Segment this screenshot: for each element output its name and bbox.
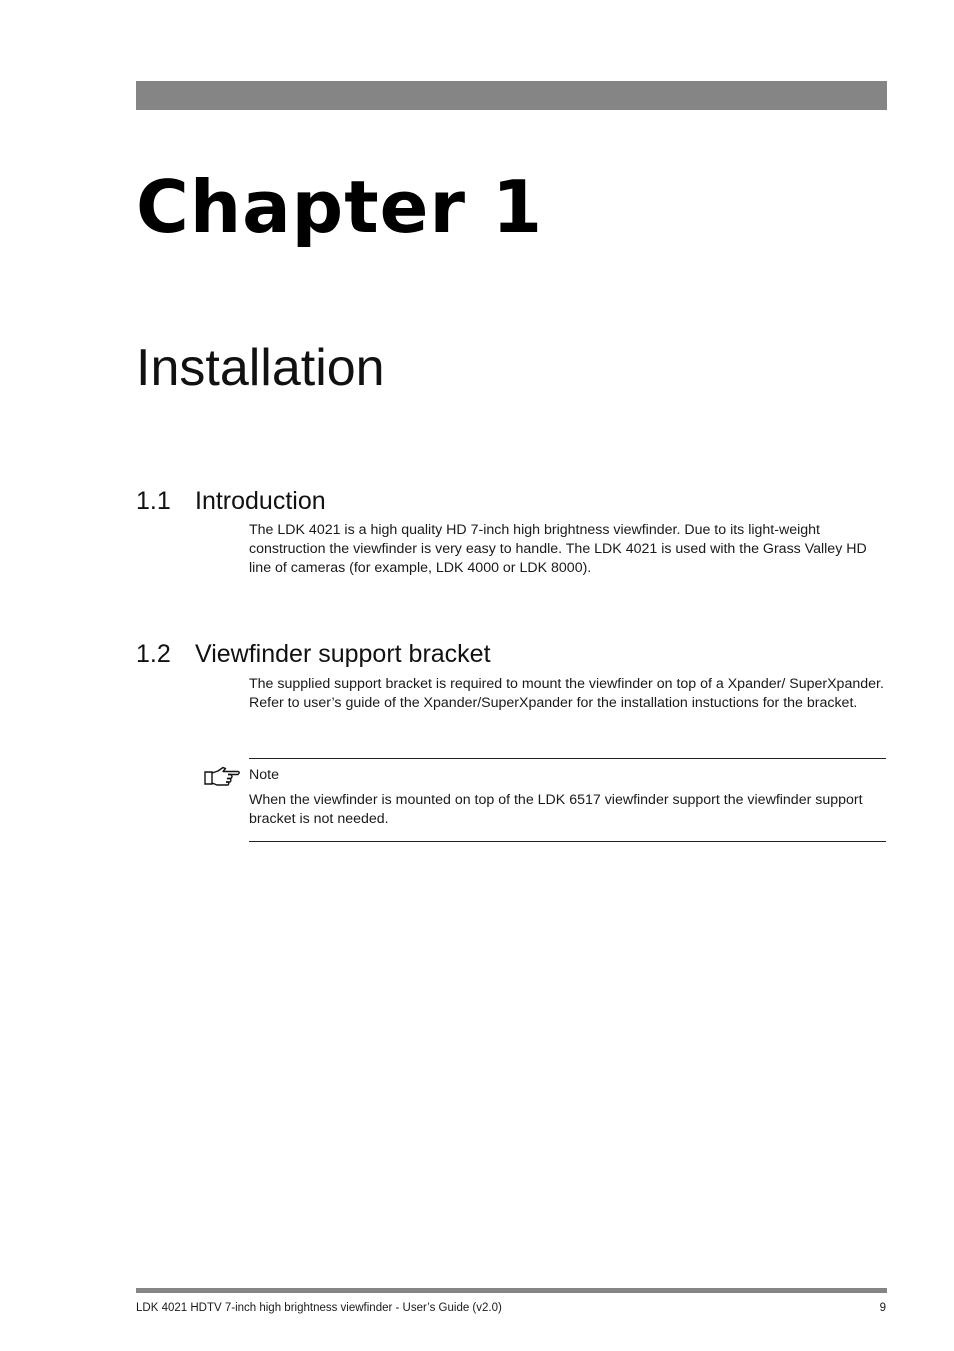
section-number: 1.1 (136, 487, 171, 515)
bracket-paragraph: The supplied support bracket is required to mount the viewfinder on top of a Xpander/ SuperXpander. Refer to user’s guide of the Xpander/SuperXpander for the installation instuctions for the bracket. (249, 676, 884, 711)
section-number: 1.2 (136, 640, 171, 668)
note-text: When the viewfinder is mounted on top of the LDK 6517 viewfinder support the viewfinder support bracket is not needed. (249, 792, 863, 827)
footer-document-title: LDK 4021 HDTV 7-inch high brightness viewfinder - User’s Guide (v2.0) (136, 1302, 502, 1314)
note-top-rule (249, 758, 886, 759)
section-heading-viewfinder-support-bracket (136, 639, 491, 669)
section-title: Viewfinder support bracket (195, 640, 491, 668)
introduction-paragraph: The LDK 4021 is a high quality HD 7-inch high brightness viewfinder. Due to its light-weight construction the viewfinder is very easy to handle. The LDK 4021 is used with the Grass Valley HD line of cameras (for example, LDK 4000 or LDK 8000). (249, 522, 867, 576)
section-heading-introduction (136, 486, 326, 516)
section-title: Introduction (195, 487, 326, 515)
note-label: Note (249, 767, 279, 783)
pointing-hand-icon (204, 766, 242, 788)
chapter-title: Chapter 1 (136, 165, 544, 249)
footer-bar (136, 1288, 887, 1293)
top-header-bar (136, 81, 887, 110)
page-number: 9 (879, 1302, 886, 1314)
note-bottom-rule (249, 841, 886, 842)
chapter-subtitle: Installation (136, 339, 385, 397)
